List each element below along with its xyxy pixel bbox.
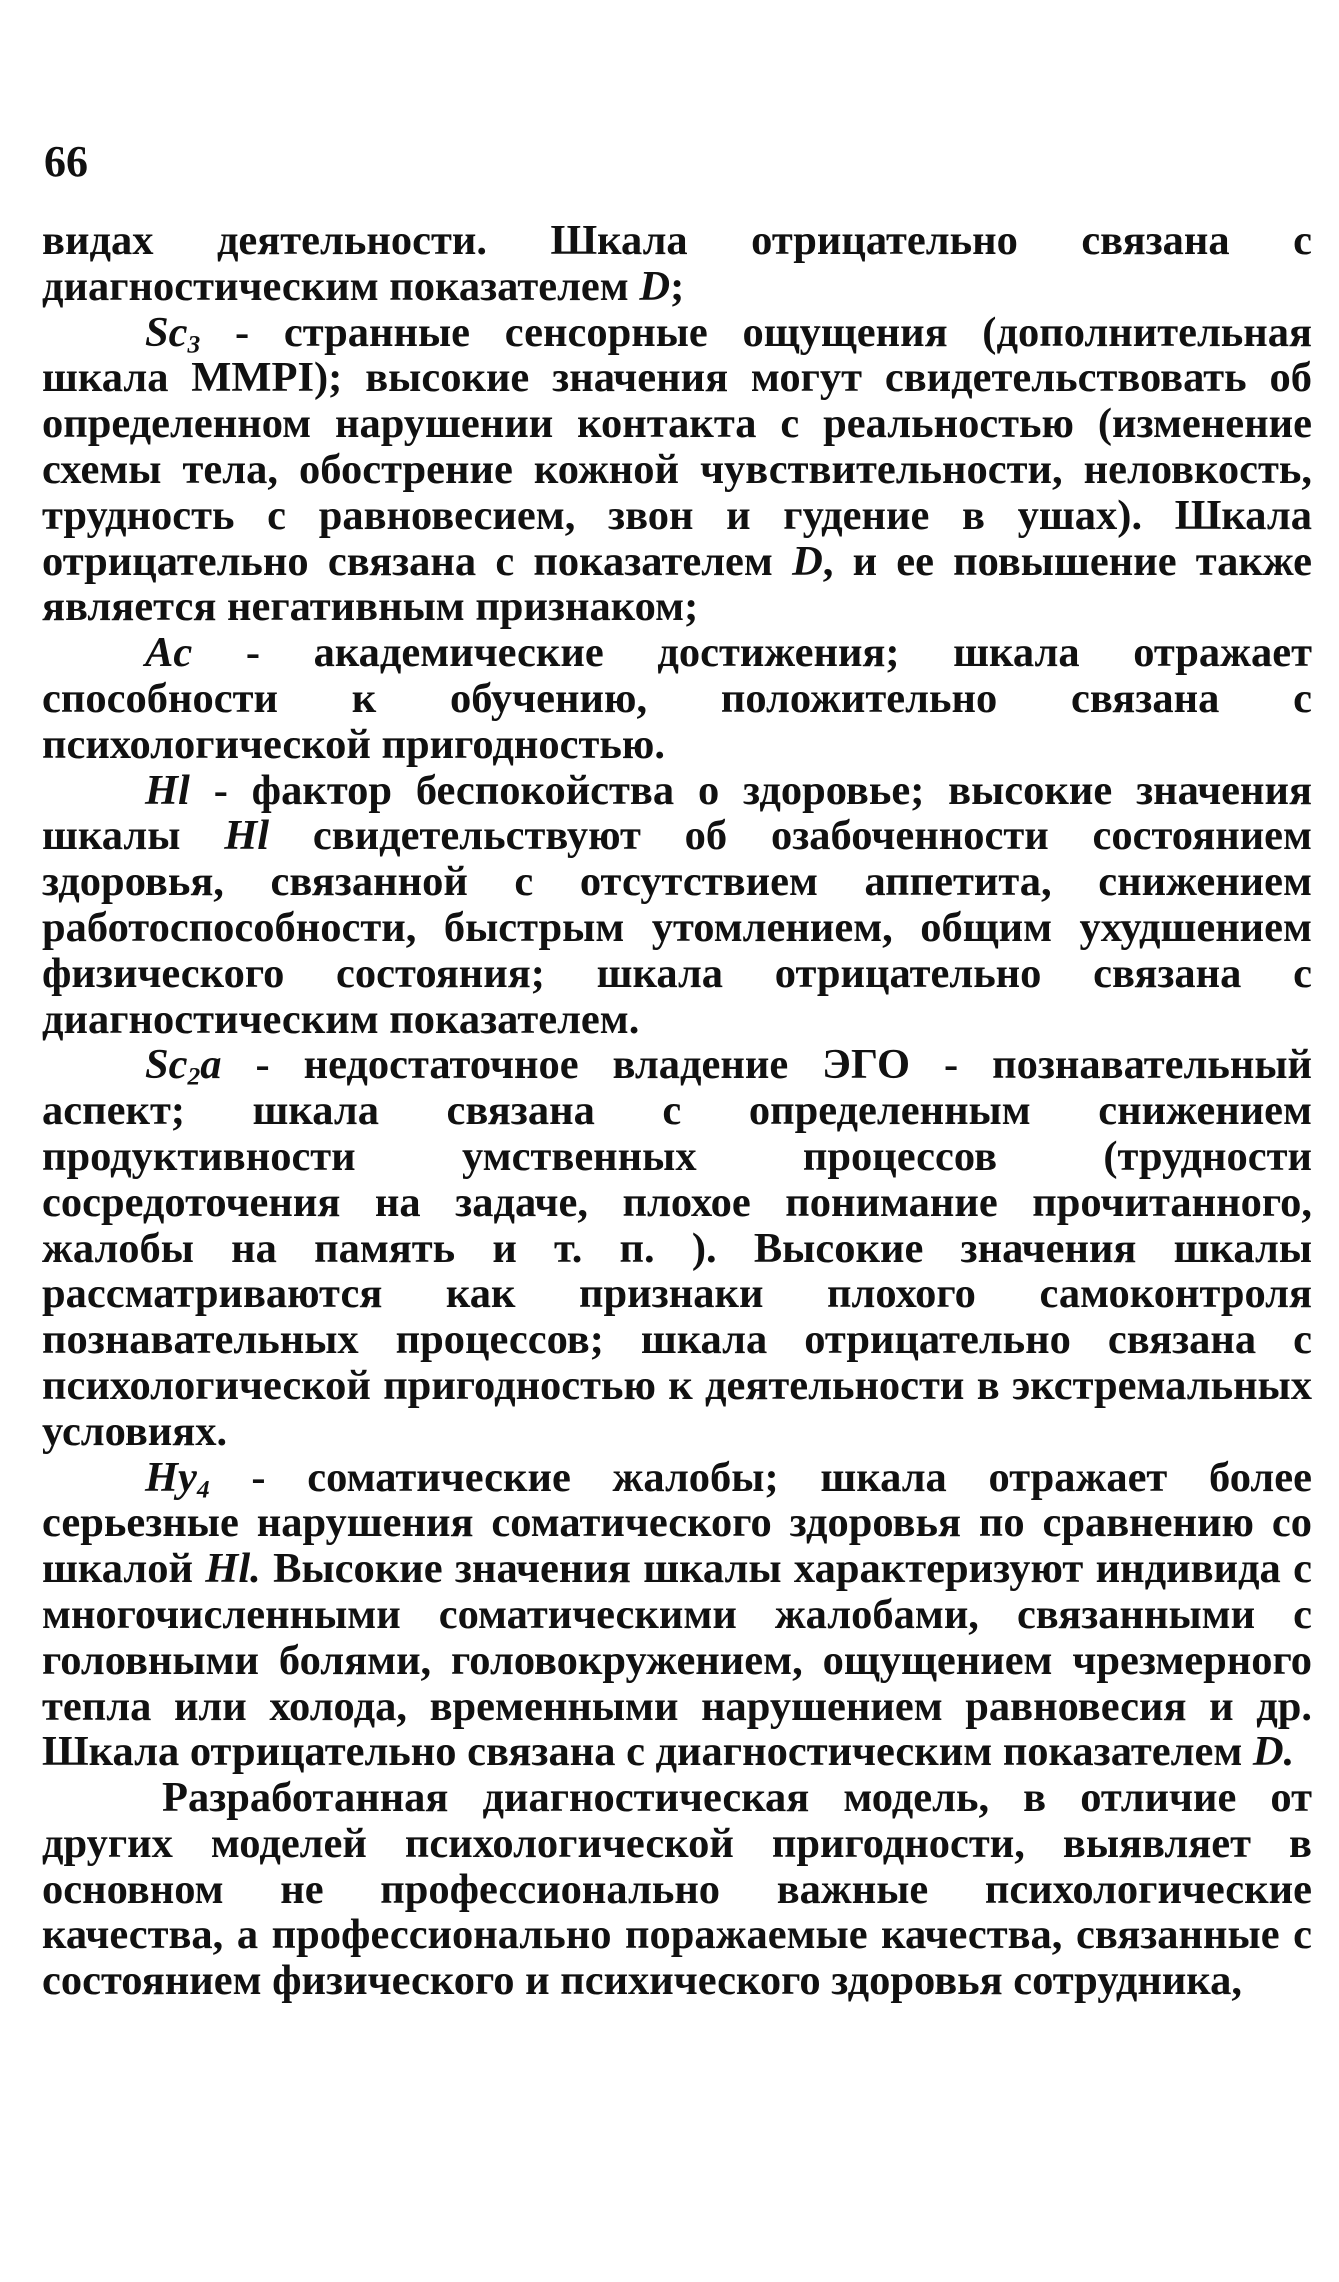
paragraph-text: , и ее повышение также является негативным признаком; <box>42 537 1313 631</box>
scale-term: Ac <box>145 629 193 677</box>
paragraph-text: Высокие значения шкалы характеризуют индивида с многочисленными соматическими жалобами, связанными с головными болями, головокружением, ощущением чрезмерного тепла или холода, временными нарушением равновесия и др. Шкала отрицательно связана с диагностическим показателем <box>42 1545 1312 1776</box>
indicator-d: D. <box>1252 1728 1295 1776</box>
paragraph-text: - фактор беспокойства о здоровье; высокие значения шкалы <box>42 766 1312 860</box>
scale-term: $Sc_2a$ <box>145 1041 222 1091</box>
paragraph-sc2a <box>42 1042 1312 1454</box>
paragraph-text: свидетельствуют об озабоченности состоянием здоровья, связанной с отсутствием аппетита, снижением работоспособности, быстрым утомлением, общим ухудшением физического состояния; шкала отрицательно связана с диагностическим показателем. <box>42 812 1312 1043</box>
paragraph-hl <box>42 768 1312 1043</box>
paragraph-hy4 <box>42 1455 1312 1776</box>
paragraph-text: - соматические жалобы; шкала отражает более серьезные нарушения соматического здоровья по сравнению со шкалой <box>42 1453 1312 1593</box>
book-page <box>42 0 1312 2282</box>
paragraph-ac <box>42 630 1312 767</box>
paragraph-text: - академические достижения; шкала отражает способности к обучению, положительно связана с психологической пригодностью. <box>42 629 1312 768</box>
scale-term: Hl. <box>205 1545 261 1593</box>
paragraph-text: ; <box>670 262 685 310</box>
scale-term: Hl <box>224 812 270 860</box>
paragraph-continuation <box>42 218 1312 310</box>
paragraph-conclusion <box>42 1775 1312 2004</box>
page-number: 66 <box>44 137 88 186</box>
paragraph-text: - странные сенсорные ощущения (дополнительная шкала MMPI); высокие значения могут свидетельствовать об определенном нарушении контакта с реальностью (изменение схемы тела, обострение кожной чувствительности, неловкость, трудность с равновесием, звон и гудение в ушах). Шкала отрицательно связана с показателем <box>42 308 1312 585</box>
scale-term: $Sc_3$ <box>145 308 201 358</box>
indicator-d: D <box>792 537 823 585</box>
paragraph-sc3 <box>42 310 1312 631</box>
paragraph-text: Разработанная диагностическая модель, в отличие от других моделей психологической пригодности, выявляет в основном не профессионально важные психологические качества, а профессионально поражаемые качества, связанные с состоянием физического и психического здоровья сотрудника, <box>42 1774 1312 2005</box>
body-text <box>42 218 1312 2004</box>
paragraph-text: - недостаточное владение ЭГО - познавательный аспект; шкала связана с определенным снижением продуктивности умственных процессов (трудности сосредоточения на задаче, плохое понимание прочитанного, жалобы на память и т. п. ). Высокие значения шкалы рассматриваются как признаки плохого самоконтроля познавательных процессов; шкала отрицательно связана с психологической пригодностью к деятельности в экстремальных условиях. <box>42 1041 1312 1455</box>
indicator-d: D <box>639 262 671 310</box>
paragraph-text: видах деятельности. Шкала отрицательно связана с диагностическим показателем <box>42 217 1312 310</box>
scale-term: $Hy_4$ <box>145 1453 210 1503</box>
scale-term: Hl <box>145 766 190 814</box>
